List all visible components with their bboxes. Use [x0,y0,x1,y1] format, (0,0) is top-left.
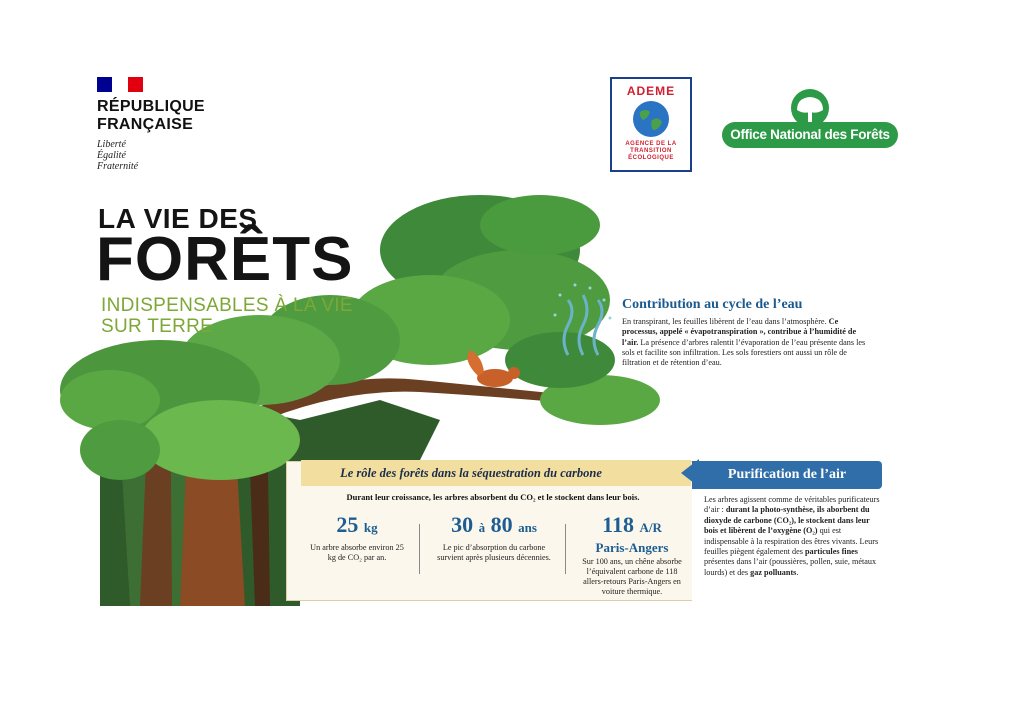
page-title-line2: FORÊTS [96,225,354,294]
carbon-stat-3 [577,512,687,597]
onf-name: Office National des Forêts [722,122,898,148]
republique-name: RÉPUBLIQUE FRANÇAISE [97,98,205,133]
water-cycle-section [622,297,867,368]
stat-text: Sur 100 ans, un chêne absorbe l’équivalent carbone de 118 allers-retours Paris-Angers en voiture thermique. [582,557,682,596]
page-title-line1: LA VIE DES [98,203,258,234]
page-subtitle: INDISPENSABLES À LA VIE SUR TERRE [101,295,353,337]
carbon-title: Le rôle des forêts dans la séquestration du carbone [340,466,602,480]
carbon-banner [301,460,691,486]
onf-logo [722,88,898,154]
republique-francaise-logo [97,77,237,172]
globe-icon [632,100,670,138]
stat-text: Un arbre absorbe environ 25 kg de CO₂ par an. [310,543,404,562]
ademe-logo [610,77,692,172]
water-cycle-title: Contribution au cycle de l’eau [622,297,803,312]
french-flag-icon [97,77,143,92]
carbon-sequestration-panel [286,461,698,601]
carbon-intro: Durant leur croissance, les arbres absorbent du CO₂ et le stockent dans leur bois. [346,492,640,502]
water-cycle-text: En transpirant, les feuilles libèrent de l’eau dans l’atmosphère. Ce processus, appelé « évapotranspiration », contribue à l’humidité de l’air. La présence d’arbres ralentit l’évaporation de l’eau présente dans les sols et facilite son infiltration. Les sols forestiers ont aussi un rôle de filtration et de rétention d’eau. [622,317,866,368]
carbon-stat-1 [307,512,407,563]
ademe-subtitle: AGENCE DE LA TRANSITION ÉCOLOGIQUE [625,141,677,161]
ademe-name: ADEME [626,84,676,98]
stat-value: 30 à 80 ans [451,512,537,537]
republique-motto: Liberté Égalité Fraternité [97,139,139,172]
carbon-stat-2 [435,512,553,563]
stat-value: 25 kg [336,512,378,537]
stat-text: Le pic d’absorption du carbone survient après plusieurs décennies. [437,543,551,562]
stat-divider [419,524,420,574]
stat-value-line2: Paris-Angers [595,540,669,555]
stat-value: 118 A/R [602,512,662,537]
air-purification-panel [692,461,892,606]
air-title: Purification de l’air [692,461,882,489]
stat-divider [565,524,566,574]
air-text: Les arbres agissent comme de véritables purificateurs d’air : durant la photo-synthèse, ils aborbent du dioxyde de carbone (CO₂), le stockent dans leur bois et libèrent de l’oxygène (O₂) qui est indispensable à la respiration des êtres vivants. Leurs feuilles piègent également des particules fines présentes dans l’air (poussières, pollen, suie, métaux lourds) et des gaz polluants. [704,495,880,577]
